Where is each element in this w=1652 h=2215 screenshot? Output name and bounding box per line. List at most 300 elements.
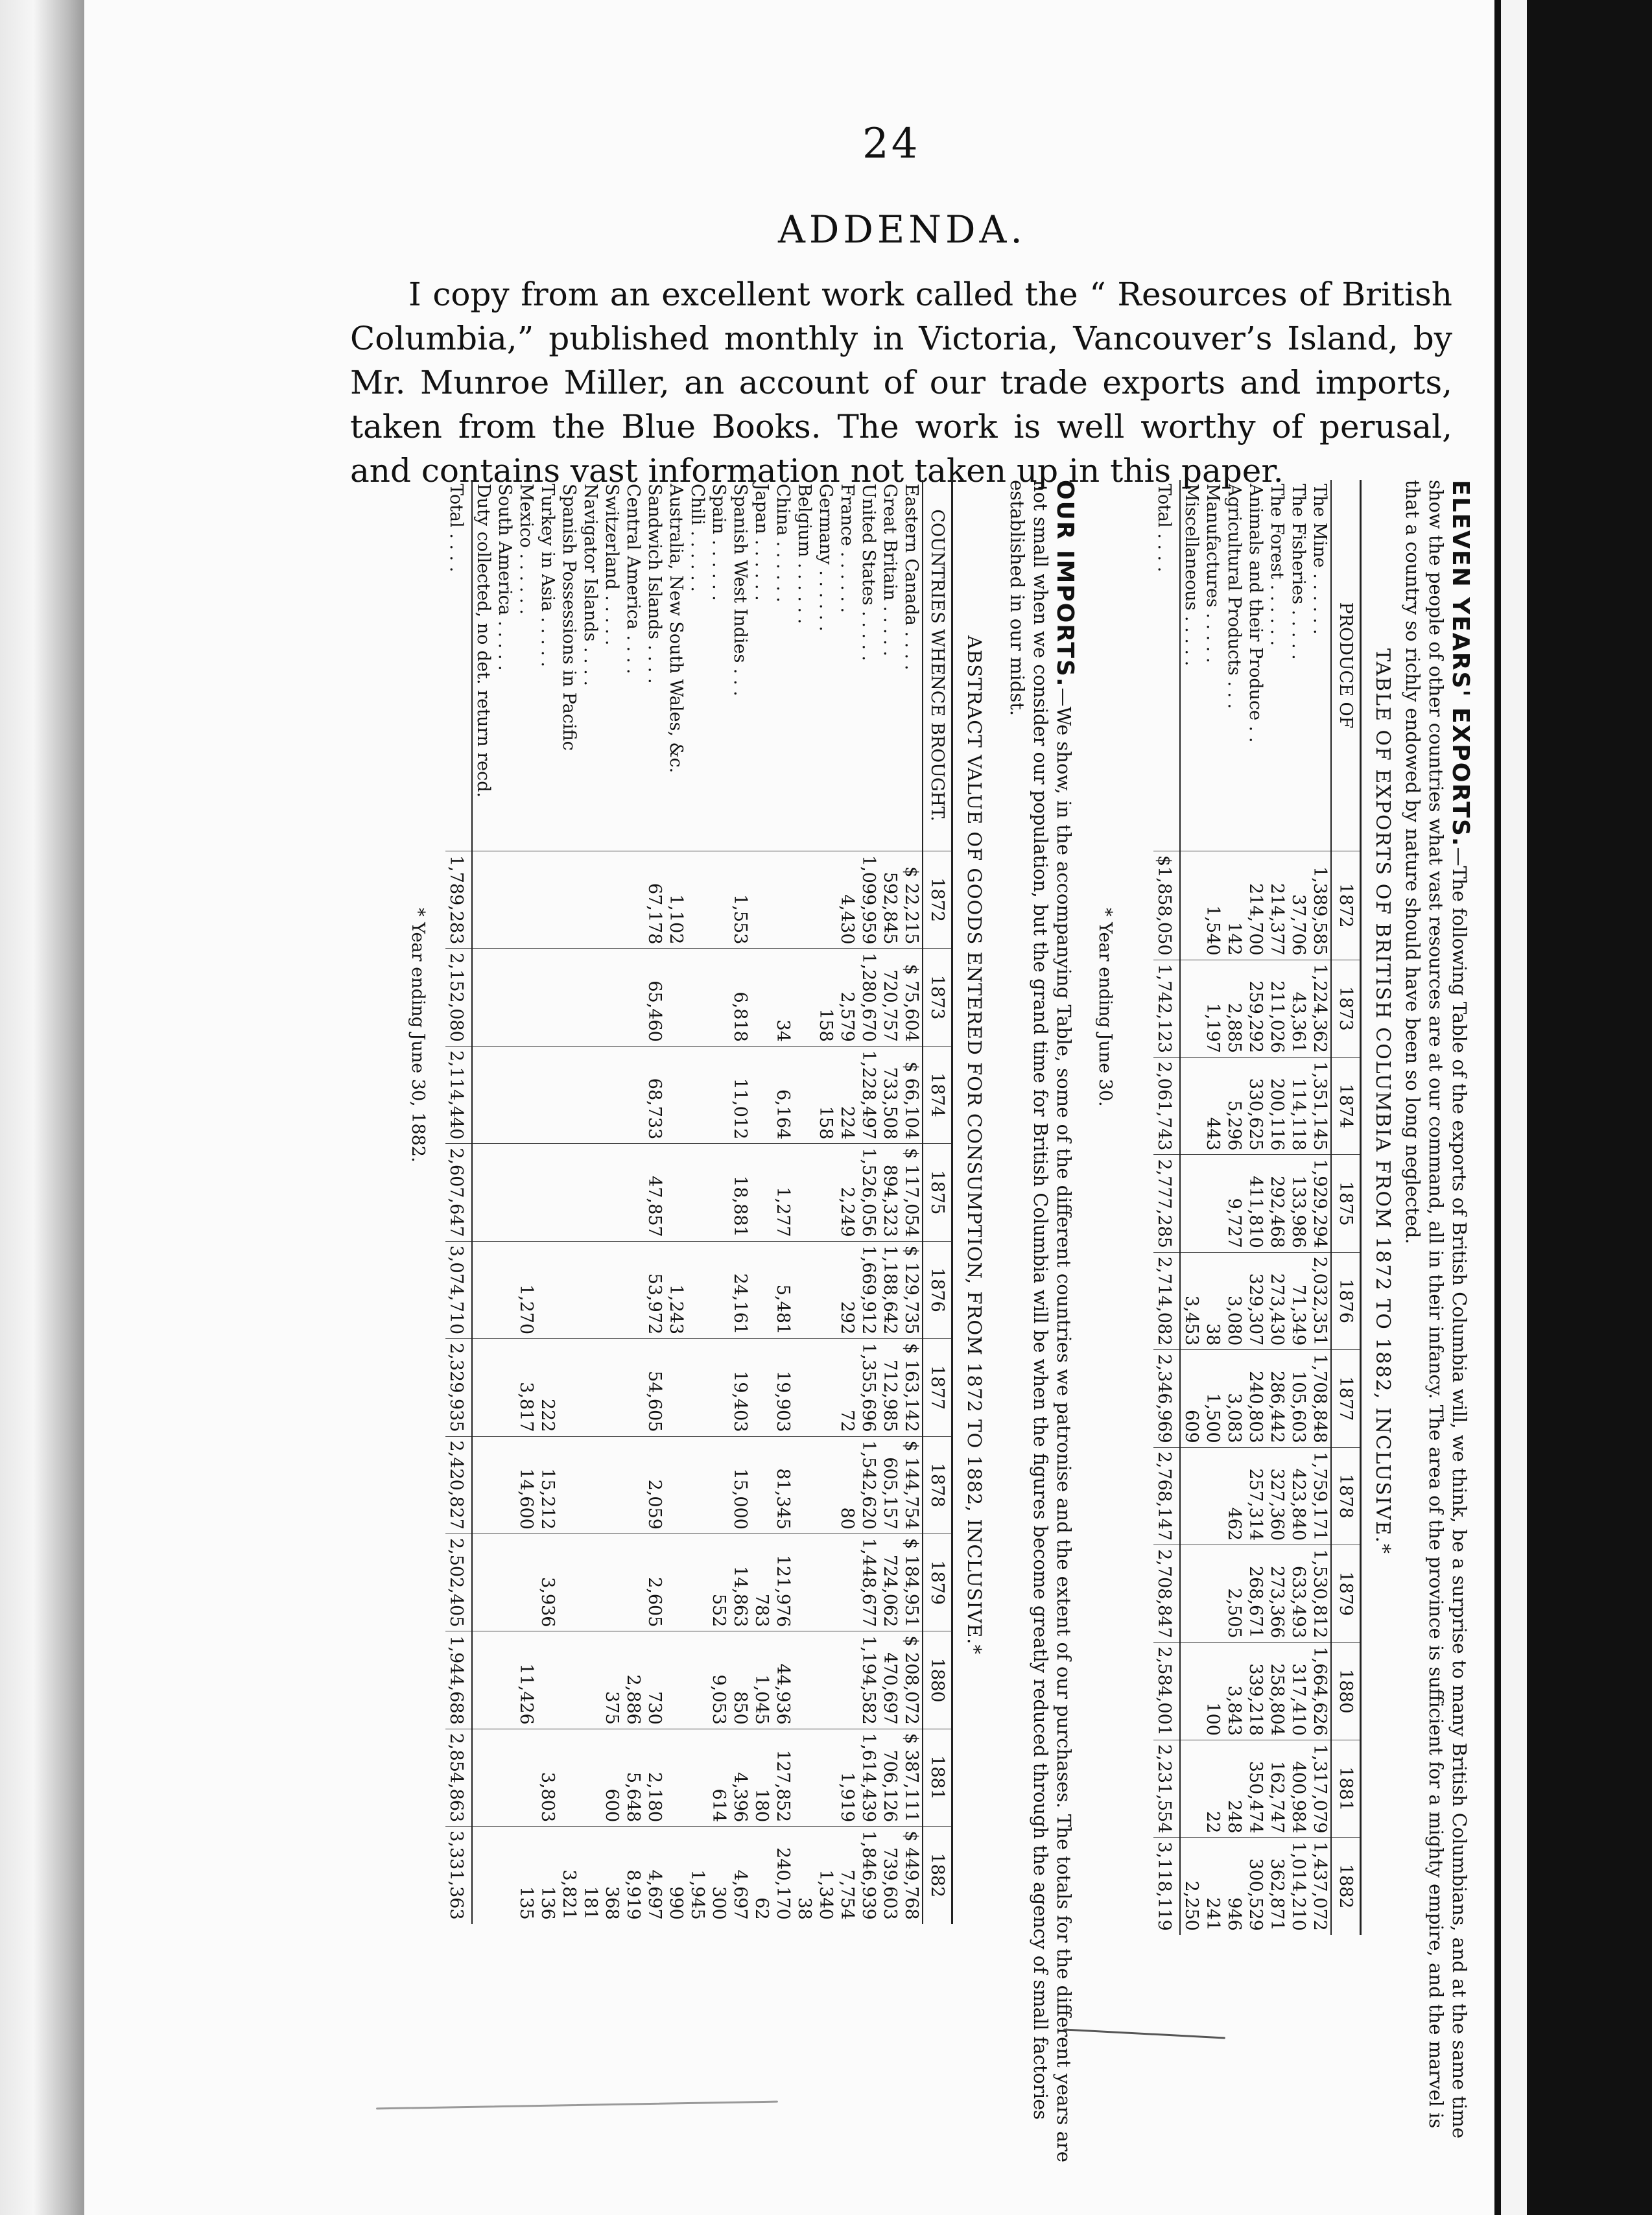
table-cell (515, 1534, 537, 1631)
table-cell (794, 1534, 815, 1631)
table-cell: 600 (601, 1729, 622, 1826)
table-cell (494, 1729, 515, 1826)
table-cell (794, 1241, 815, 1338)
table-cell: 1,197 (1202, 960, 1223, 1057)
table-cell (515, 1729, 537, 1826)
table-cell (1180, 1447, 1202, 1545)
row-label: Great Britain . . . . . (880, 484, 900, 657)
table-cell (494, 1241, 515, 1338)
table-cell: 1,188,642 (879, 1241, 901, 1338)
table-cell: 62 (751, 1827, 772, 1924)
total-cell: 2,768,147 (1153, 1447, 1180, 1545)
table-cell (537, 949, 558, 1046)
table-cell: 286,442 (1266, 1350, 1288, 1447)
table-cell: 1,530,812 (1309, 1545, 1331, 1642)
table-cell: 1,280,670 (858, 949, 879, 1046)
table-cell (558, 1046, 580, 1143)
table-cell (1180, 851, 1202, 960)
imports-year-header: 1881 (923, 1729, 952, 1826)
table-cell (601, 1144, 622, 1241)
table-cell: 1,553 (729, 851, 751, 949)
table-cell (472, 1144, 494, 1241)
table-cell (622, 1144, 644, 1241)
table-row (644, 480, 665, 1924)
table-cell (580, 1436, 601, 1534)
table-cell: 121,976 (772, 1534, 794, 1631)
table-cell: 1,759,171 (1309, 1447, 1331, 1545)
row-label: Manufactures . . . . . (1203, 484, 1223, 663)
table-cell: 1,929,294 (1309, 1155, 1331, 1252)
total-cell: 2,777,285 (1153, 1155, 1180, 1252)
table-cell: 158 (815, 949, 836, 1046)
table-cell: 339,218 (1245, 1642, 1266, 1740)
table-cell: 71,349 (1288, 1252, 1309, 1349)
table-cell (494, 1436, 515, 1534)
table-cell (601, 1241, 622, 1338)
total-cell: $1,858,050 (1153, 851, 1180, 960)
table-cell: 462 (1223, 1447, 1245, 1545)
table-cell: 1,437,072 (1309, 1838, 1331, 1935)
table-cell: 43,361 (1288, 960, 1309, 1057)
table-cell: 5,648 (622, 1729, 644, 1826)
imports-table (445, 480, 953, 1924)
table-cell (708, 1046, 729, 1143)
table-cell: $ 208,072 (901, 1631, 923, 1729)
table-cell: 375 (601, 1631, 622, 1729)
table-cell: $ 75,604 (901, 949, 923, 1046)
table-cell: 67,178 (644, 851, 665, 949)
total-cell: 2,420,827 (445, 1436, 472, 1534)
table-row (901, 480, 923, 1924)
table-cell (472, 1241, 494, 1338)
table-cell (558, 1241, 580, 1338)
table-cell (622, 949, 644, 1046)
table-row (1288, 480, 1309, 1935)
row-label: France . . . . . . (837, 484, 857, 613)
table-cell: 180 (751, 1729, 772, 1826)
table-row (472, 480, 494, 1924)
table-cell: 1,014,210 (1288, 1838, 1309, 1935)
table-cell: 14,600 (515, 1436, 537, 1534)
table-row (558, 480, 580, 1924)
table-cell (494, 1144, 515, 1241)
imports-paragraph (1006, 480, 1076, 2166)
table-cell: 38 (794, 1827, 815, 1924)
table-cell (751, 1241, 772, 1338)
row-label: Animals and their Produce . . (1245, 484, 1266, 743)
row-label: Germany . . . . . . (816, 484, 836, 632)
table-row (708, 480, 729, 1924)
table-cell (580, 1339, 601, 1436)
table-cell (687, 1339, 708, 1436)
table-cell: 4,697 (644, 1827, 665, 1924)
total-row (445, 480, 472, 1924)
table-cell (622, 1339, 644, 1436)
table-cell (751, 1436, 772, 1534)
table-cell: 81,345 (772, 1436, 794, 1534)
table-cell: 329,307 (1245, 1252, 1266, 1349)
total-cell: 2,152,080 (445, 949, 472, 1046)
row-label: Spanish Possessions in Pacific (559, 484, 579, 751)
table-cell: 783 (751, 1534, 772, 1631)
table-cell (751, 1144, 772, 1241)
table-cell: 54,605 (644, 1339, 665, 1436)
row-label: China . . . . . . (773, 484, 793, 603)
table-cell: 268,671 (1245, 1545, 1266, 1642)
table-cell (558, 1534, 580, 1631)
total-cell: 1,789,283 (445, 851, 472, 949)
table-cell: 259,292 (1245, 960, 1266, 1057)
table-cell: 80 (836, 1436, 858, 1534)
table-cell: 368 (601, 1827, 622, 1924)
table-cell: 14,863 (729, 1534, 751, 1631)
table-row (751, 480, 772, 1924)
row-label: Belgium . . . . . . (794, 484, 814, 624)
row-label: Spain . . . . . . (709, 484, 729, 601)
table-cell (687, 1631, 708, 1729)
table-cell (472, 1827, 494, 1924)
table-row (1180, 480, 1202, 1935)
total-cell: 3,074,710 (445, 1241, 472, 1338)
table-cell: 400,984 (1288, 1740, 1309, 1837)
table-cell: 1,270 (515, 1241, 537, 1338)
exports-year-header: 1878 (1331, 1447, 1361, 1545)
table-cell (472, 949, 494, 1046)
table-row (515, 480, 537, 1924)
table-cell (1202, 1447, 1223, 1545)
table-cell: 605,157 (879, 1436, 901, 1534)
row-label: The Fisheries . . . . . (1288, 484, 1308, 660)
table-row (879, 480, 901, 1924)
table-cell (815, 1631, 836, 1729)
table-row (858, 480, 879, 1924)
table-cell: 739,603 (879, 1827, 901, 1924)
table-cell (708, 949, 729, 1046)
table-row (815, 480, 836, 1924)
row-label: Australia, New South Wales, &c. (666, 484, 686, 774)
exports-year-header: 1875 (1331, 1155, 1361, 1252)
table-cell (687, 1144, 708, 1241)
table-cell (687, 1436, 708, 1534)
imports-year-header: 1876 (923, 1241, 952, 1338)
total-cell: 1,742,123 (1153, 960, 1180, 1057)
table-cell: 47,857 (644, 1144, 665, 1241)
table-cell (751, 851, 772, 949)
table-cell: 9,053 (708, 1631, 729, 1729)
table-cell: 1,664,626 (1309, 1642, 1331, 1740)
table-cell (815, 1534, 836, 1631)
table-cell: 730 (644, 1631, 665, 1729)
table-cell: 127,852 (772, 1729, 794, 1826)
table-cell: 7,754 (836, 1827, 858, 1924)
table-cell: 241 (1202, 1838, 1223, 1935)
table-cell: 257,314 (1245, 1447, 1266, 1545)
table-cell: 2,886 (622, 1631, 644, 1729)
table-cell: 443 (1202, 1058, 1223, 1155)
table-cell (687, 1729, 708, 1826)
row-label: Chili . . . . . . (687, 484, 707, 592)
table-cell (794, 1436, 815, 1534)
table-cell: 214,377 (1266, 851, 1288, 960)
row-label: South America . . . . . (495, 484, 515, 671)
table-cell (708, 1144, 729, 1241)
table-cell: 1,669,912 (858, 1241, 879, 1338)
table-cell: 68,733 (644, 1046, 665, 1143)
table-cell (515, 1144, 537, 1241)
table-cell (472, 1339, 494, 1436)
exports-lead: ELEVEN YEARS' EXPORTS. (1447, 480, 1474, 847)
table-cell: 273,430 (1266, 1252, 1288, 1349)
table-cell (708, 1241, 729, 1338)
table-cell (1180, 1545, 1202, 1642)
table-cell: 1,945 (687, 1827, 708, 1924)
table-cell: 5,481 (772, 1241, 794, 1338)
exports-year-header: 1882 (1331, 1838, 1361, 1935)
table-cell (794, 1046, 815, 1143)
table-cell: 3,817 (515, 1339, 537, 1436)
table-cell: 292,468 (1266, 1155, 1288, 1252)
rotated-tables-region (324, 454, 1491, 2205)
table-cell (751, 1339, 772, 1436)
scan-border (1494, 0, 1652, 2215)
imports-year-header: 1875 (923, 1144, 952, 1241)
table-cell: 2,505 (1223, 1545, 1245, 1642)
table-cell (580, 1046, 601, 1143)
table-cell: $ 117,054 (901, 1144, 923, 1241)
table-cell: 15,212 (537, 1436, 558, 1534)
table-cell (622, 1241, 644, 1338)
intro-text: I copy from an excellent work called the “ Resources of British Columbia,” published monthly in Victoria, Vancouver’s Island, by Mr. Munroe Miller, an account of our trade exports and imports, taken from the Blue Books. The work is well worthy of perusal, and contains vast information not taken up in this paper. (350, 276, 1452, 490)
table-cell: 1,448,677 (858, 1534, 879, 1631)
table-cell: 11,426 (515, 1631, 537, 1729)
table-cell (751, 1046, 772, 1143)
table-cell: 240,803 (1245, 1350, 1266, 1447)
table-row (772, 480, 794, 1924)
table-cell: 1,614,439 (858, 1729, 879, 1826)
table-cell (687, 1046, 708, 1143)
table-cell (794, 1339, 815, 1436)
table-cell: 3,080 (1223, 1252, 1245, 1349)
table-cell: 1,277 (772, 1144, 794, 1241)
table-cell (558, 1436, 580, 1534)
table-cell (580, 1241, 601, 1338)
table-cell: $ 184,951 (901, 1534, 923, 1631)
table-cell: $ 449,768 (901, 1827, 923, 1924)
table-cell: 2,605 (644, 1534, 665, 1631)
table-cell: 6,818 (729, 949, 751, 1046)
table-cell: 211,026 (1266, 960, 1288, 1057)
table-cell (472, 1436, 494, 1534)
table-cell (601, 1534, 622, 1631)
table-cell: 423,840 (1288, 1447, 1309, 1545)
table-cell (580, 949, 601, 1046)
table-cell: 946 (1223, 1838, 1245, 1935)
row-label: Japan . . . . . . (751, 484, 772, 601)
total-cell: 2,714,082 (1153, 1252, 1180, 1349)
table-cell (494, 1046, 515, 1143)
total-row (1153, 480, 1180, 1935)
table-cell: 712,985 (879, 1339, 901, 1436)
table-cell: 327,360 (1266, 1447, 1288, 1545)
table-cell (537, 851, 558, 949)
table-cell: 273,366 (1266, 1545, 1288, 1642)
table-cell (472, 1631, 494, 1729)
table-cell (580, 1729, 601, 1826)
row-label: Miscellaneous . . . . . (1181, 484, 1201, 667)
row-label: Spanish West Indies . . . (730, 484, 750, 696)
imports-lead: OUR IMPORTS. (1052, 480, 1078, 688)
table-cell: $ 163,142 (901, 1339, 923, 1436)
row-label: Agricultural Products . . . (1224, 484, 1244, 709)
table-row (1266, 480, 1288, 1935)
table-cell: 317,410 (1288, 1642, 1309, 1740)
table-cell (494, 1631, 515, 1729)
table-cell: 136 (537, 1827, 558, 1924)
table-cell (1180, 1155, 1202, 1252)
book-spine (0, 0, 84, 2215)
table-cell: 214,700 (1245, 851, 1266, 960)
table-cell (537, 1144, 558, 1241)
table-cell (665, 949, 687, 1046)
table-cell: 34 (772, 949, 794, 1046)
table-row (622, 480, 644, 1924)
table-cell: 3,821 (558, 1827, 580, 1924)
table-cell (751, 949, 772, 1046)
table-cell: 4,697 (729, 1827, 751, 1924)
table-cell: 1,317,079 (1309, 1740, 1331, 1837)
table-cell (515, 1046, 537, 1143)
table-cell (815, 1729, 836, 1826)
exports-footnote: * Year ending June 30. (1095, 908, 1115, 1107)
table-cell: 19,903 (772, 1339, 794, 1436)
table-cell (1180, 960, 1202, 1057)
page-number: 24 (862, 120, 921, 168)
table-cell (687, 1241, 708, 1338)
table-cell (815, 1436, 836, 1534)
table-cell (708, 1436, 729, 1534)
table-cell: 2,250 (1180, 1838, 1202, 1935)
table-cell (601, 1436, 622, 1534)
total-cell: 2,231,554 (1153, 1740, 1180, 1837)
table-cell (794, 949, 815, 1046)
table-cell (687, 1534, 708, 1631)
table-cell (836, 1534, 858, 1631)
imports-year-header: 1873 (923, 949, 952, 1046)
table-cell: 1,542,620 (858, 1436, 879, 1534)
table-cell (665, 1339, 687, 1436)
table-cell: 181 (580, 1827, 601, 1924)
table-cell (601, 1046, 622, 1143)
row-label: Duty collected, no det. return recd. (473, 484, 493, 798)
table-cell (815, 1339, 836, 1436)
table-row (1202, 480, 1223, 1935)
page-heading: ADDENDA. (778, 207, 1026, 252)
table-cell: 1,708,848 (1309, 1350, 1331, 1447)
table-cell: 200,116 (1266, 1058, 1288, 1155)
table-row (729, 480, 751, 1924)
table-cell: 1,228,497 (858, 1046, 879, 1143)
total-cell: 2,114,440 (445, 1046, 472, 1143)
table-cell: 142 (1223, 851, 1245, 960)
table-cell (601, 949, 622, 1046)
table-cell (665, 1631, 687, 1729)
table-cell: 105,603 (1288, 1350, 1309, 1447)
table-cell (1180, 1642, 1202, 1740)
table-cell: 1,540 (1202, 851, 1223, 960)
table-cell: 8,919 (622, 1827, 644, 1924)
table-cell (558, 1339, 580, 1436)
table-cell: 609 (1180, 1350, 1202, 1447)
table-cell: 350,474 (1245, 1740, 1266, 1837)
table-cell: 6,164 (772, 1046, 794, 1143)
table-cell (1180, 1740, 1202, 1837)
exports-paragraph (1401, 480, 1472, 2166)
table-cell: 4,396 (729, 1729, 751, 1826)
table-cell (494, 851, 515, 949)
table-cell (515, 851, 537, 949)
table-cell: 894,323 (879, 1144, 901, 1241)
table-cell: 18,881 (729, 1144, 751, 1241)
table-cell (601, 851, 622, 949)
table-cell (687, 949, 708, 1046)
imports-year-header: 1878 (923, 1436, 952, 1534)
table-cell: 300 (708, 1827, 729, 1924)
exports-year-header: 1872 (1331, 851, 1361, 960)
exports-text: —The following Table of the exports of British Columbia will, we think, be a surprise to many British Columbians, and at the same time show the people of other countries what vast resources are at our command, all in their infancy. The area of the province is sufficient for a mighty empire, and the marvel is that a country so richly endowed by nature should have been so long neglected. (1402, 480, 1470, 2139)
row-label: United States . . . . . (858, 484, 879, 661)
table-cell (665, 1534, 687, 1631)
table-cell: 2,579 (836, 949, 858, 1046)
table-cell: 1,340 (815, 1827, 836, 1924)
table-cell: 724,062 (879, 1534, 901, 1631)
total-label: Total . . . . (1153, 480, 1180, 851)
table-cell: 362,871 (1266, 1838, 1288, 1935)
table-cell: 44,936 (772, 1631, 794, 1729)
table-cell (537, 1241, 558, 1338)
table-cell: 3,803 (537, 1729, 558, 1826)
row-label: Sandwich Islands . . . . (644, 484, 665, 684)
table-cell (472, 1534, 494, 1631)
table-cell: 114,118 (1288, 1058, 1309, 1155)
exports-table (1153, 480, 1362, 1935)
table-cell (537, 1046, 558, 1143)
table-cell: 11,012 (729, 1046, 751, 1143)
table-cell: 2,180 (644, 1729, 665, 1826)
table-row (601, 480, 622, 1924)
row-label: Switzerland . . . . . (602, 484, 622, 646)
table-cell: 1,224,362 (1309, 960, 1331, 1057)
table-cell (665, 1144, 687, 1241)
table-cell: 592,845 (879, 851, 901, 949)
total-cell: 2,502,405 (445, 1534, 472, 1631)
imports-text: —We show, in the accompanying Table, some of the different countries we patronise and the extent of our purchases. The totals for the different years are not small when we consider our population, but the grand time for British Columbia will be when the figures become greatly reduced through the agency of small factories established in our midst. (1006, 480, 1075, 2162)
row-label: The Forest . . . . . . (1267, 484, 1287, 646)
exports-year-header: 1879 (1331, 1545, 1361, 1642)
table-cell (558, 1729, 580, 1826)
table-cell: 2,059 (644, 1436, 665, 1534)
table-cell: 1,919 (836, 1729, 858, 1826)
total-cell: 1,944,688 (445, 1631, 472, 1729)
table-cell: 1,389,585 (1309, 851, 1331, 960)
table-cell: 19,403 (729, 1339, 751, 1436)
table-cell: 292 (836, 1241, 858, 1338)
table-cell: 990 (665, 1827, 687, 1924)
table-cell: 72 (836, 1339, 858, 1436)
table-cell (580, 1534, 601, 1631)
total-cell: 2,708,847 (1153, 1545, 1180, 1642)
table-cell (815, 1241, 836, 1338)
table-cell (515, 949, 537, 1046)
